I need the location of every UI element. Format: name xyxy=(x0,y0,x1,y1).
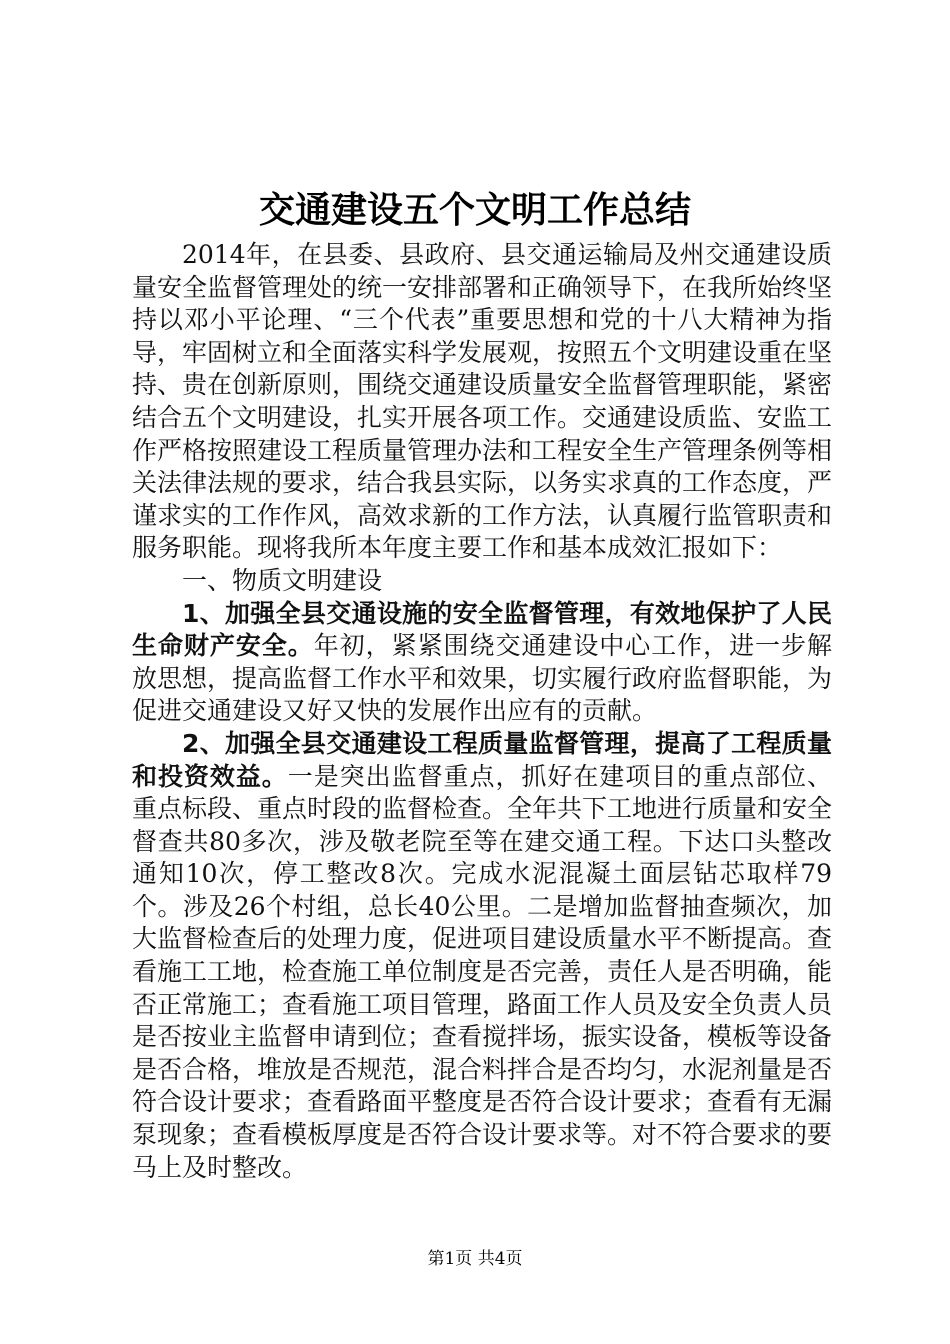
section-heading: 一、物质文明建设 xyxy=(182,565,383,595)
document-title: 交通建设五个文明工作总结 xyxy=(258,189,691,231)
item-2-text: 一是突出监督重点，抓好在建项目的重点部位、重点标段、重点时段的监督检查。全年共下工地进行质量和安全督查共80多次，涉及敬老院至等在建交通工程。下达口头整改通知10次，停工整改8次。完成水泥混凝土面层钻芯取样79个。涉及26个村组，总长40公里。二是增加监督抽查频次，加大监督检查后的处理力度，促进项目建设质量水平不断提高。查看施工工地，检查施工单位制度是否完善，责任人是否明确，能否正常施工；查看施工项目管理，路面工作人员及安全负责人员是否按业主监督申请到位；查看搅拌场，振实设备，模板等设备是否合格，堆放是否规范，混合料拌合是否均匀，水泥剂量是否符合设计要求；查看路面平整度是否符合设计要求；查看有无漏泵现象；查看模板厚度是否符合设计要求等。对不符合要求的要马上及时整改。 xyxy=(132,761,833,1182)
item-2-lead: 2、加强全县交通建设工程质量监督管理，提高了工程质量和投资效益。 xyxy=(132,728,832,791)
document-body xyxy=(132,239,832,1184)
page-number: 第1页 共4页 xyxy=(427,1249,523,1269)
item-paragraph-1 xyxy=(132,598,832,728)
item-paragraph-2 xyxy=(132,728,832,1184)
item-1-text: 年初，紧紧围绕交通建设中心工作，进一步解放思想，提高监督工作水平和效果，切实履行政府监督职能，为促进交通建设又好又快的发展作出应有的贡献。 xyxy=(132,631,833,726)
item-1-lead: 1、加强全县交通设施的安全监督管理，有效地保护了人民生命财产安全。 xyxy=(132,598,832,661)
intro-paragraph: 2014年，在县委、县政府、县交通运输局及州交通建设质量安全监督管理处的统一安排部署和正确领导下，在我所始终坚持以邓小平论理、“三个代表”重要思想和党的十八大精神为指导，牢固树立和全面落实科学发展观，按照五个文明建设重在坚持、贵在创新原则，围绕交通建设质量安全监督管理职能，紧密结合五个文明建设，扎实开展各项工作。交通建设质监、安监工作严格按照建设工程质量管理办法和工程安全生产管理条例等相关法律法规的要求，结合我县实际，以务实求真的工作态度，严谨求实的工作作风，高效求新的工作方法，认真履行监管职责和服务职能。现将我所本年度主要工作和基本成效汇报如下： xyxy=(132,240,833,563)
